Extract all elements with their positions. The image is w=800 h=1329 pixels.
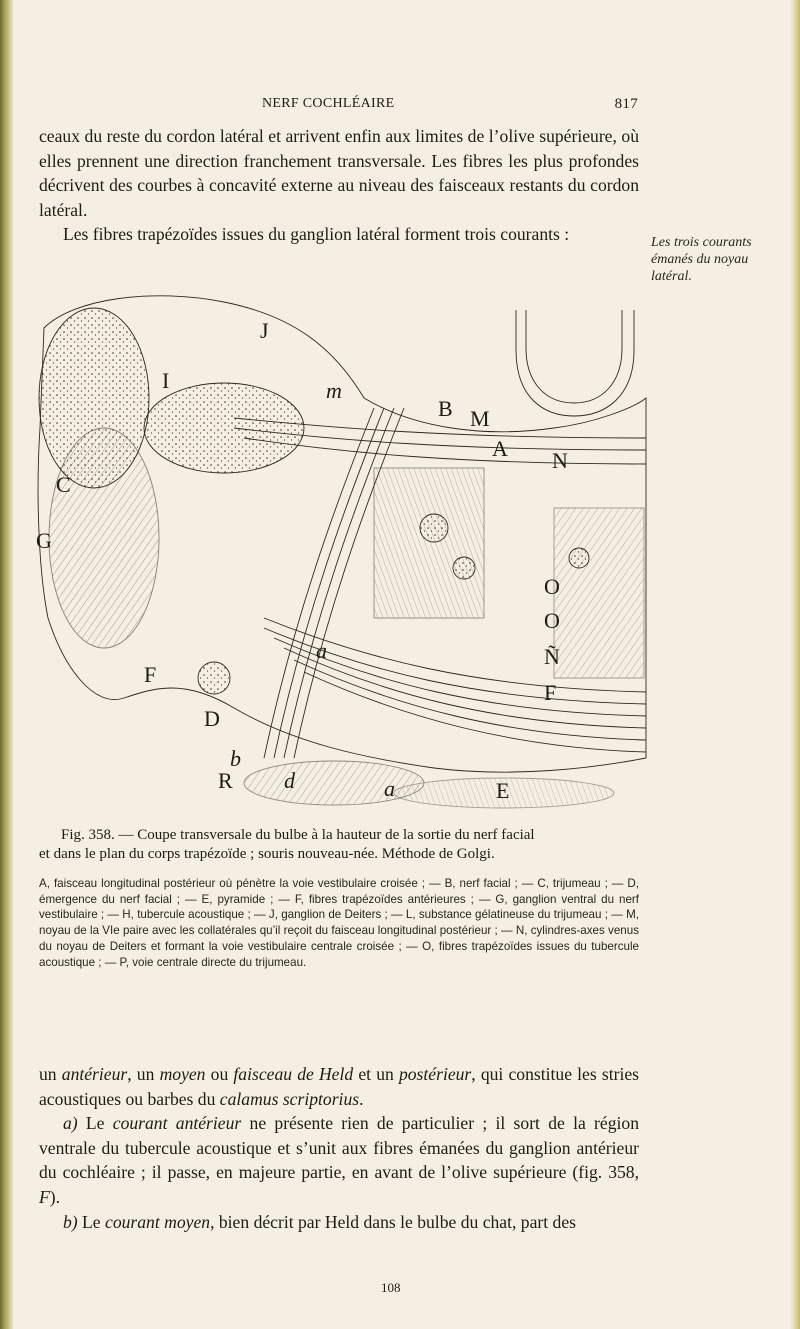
paragraph-top-text1: ceaux du reste du cordon latéral et arrivent enfin aux limites de l’olive supérieure, où elles prennent une direction franchement transversale. Les fibres les plus profondes décrivent des courbes à concavité externe au niveau des faisceaux restants du cordon latéral. xyxy=(39,126,639,220)
figure-label: F xyxy=(144,662,157,687)
text-run-italic: antérieur xyxy=(61,1064,128,1084)
brainstem-illustration xyxy=(34,288,648,813)
figure-label: J xyxy=(260,318,269,343)
paragraph-bottom-intro xyxy=(39,1062,639,1111)
margin-note: Les trois courants émanés du noyau latéral. xyxy=(651,235,752,284)
list-marker: b) xyxy=(63,1211,78,1232)
golgi-section-figure xyxy=(34,288,648,813)
text-run: Le xyxy=(77,1113,113,1134)
text-run-italic: F xyxy=(39,1186,50,1207)
text-run: ). xyxy=(49,1186,61,1207)
caption-line-2: et dans le plan du corps trapézoïde ; souris nouveau-née. Méthode de Golgi. xyxy=(39,846,495,862)
figure-legend: A, faisceau longitudinal postérieur où pénètre la voie vestibulaire croisée ; — B, nerf facial ; — C, trijumeau ; — D, émergence du nerf facial ; — E, pyramide ; — F, fibres trapézoïdes antérieures ; — G, ganglion ventral du nerf vestibulaire ; — H, tubercule acoustique ; — J, ganglion de Deiters ; — L, substance gélatineuse du trijumeau ; — M, noyau de la VIe paire avec les collatérales qu’il reçoit du faisceau longitudinal postérieur ; — N, cylindres-axes venus du noyau de Deiters et formant la voie vestibulaire centrale croisée ; — O, fibres trapézoïdes issues du tubercule acoustique ; — P, voie centrale directe du trijumeau. xyxy=(39,877,639,969)
figure-label: C xyxy=(56,472,71,497)
figure-label: a xyxy=(384,776,395,801)
text-run-italic: calamus scriptorius xyxy=(219,1088,360,1109)
figure-label: G xyxy=(36,528,52,553)
figure-caption xyxy=(39,826,639,864)
figure-label: O xyxy=(544,608,560,633)
text-run-italic: courant moyen xyxy=(105,1211,211,1232)
text-run-italic: faisceau de Held xyxy=(233,1064,354,1084)
list-marker: a) xyxy=(63,1113,78,1134)
paragraph-top xyxy=(39,124,639,247)
text-run: et un xyxy=(353,1064,399,1084)
paragraph-top-text2: Les fibres trapézoïdes issues du ganglion latéral forment trois courants : xyxy=(63,224,570,245)
figure-label: F xyxy=(544,680,557,705)
text-run: ou xyxy=(205,1064,234,1084)
figure-label: Ñ xyxy=(544,644,560,669)
figure-label: R xyxy=(218,768,233,793)
figure-label: b xyxy=(230,746,241,771)
text-run-italic: postérieur xyxy=(398,1064,472,1084)
figure-label: A xyxy=(492,436,508,461)
figure-label: M xyxy=(470,406,490,431)
text-run: , bien décrit par Held dans le bulbe du chat, part des xyxy=(210,1211,576,1232)
text-run: un xyxy=(39,1064,62,1084)
text-run-italic: courant antérieur xyxy=(112,1113,242,1134)
text-run-italic: moyen xyxy=(159,1064,206,1084)
figure-label: E xyxy=(496,778,510,803)
text-run: , un xyxy=(127,1064,160,1084)
figure-label: N xyxy=(552,448,568,473)
text-run: Le xyxy=(77,1211,106,1232)
text-run: , qui constitue les stries acoustiques ou barbes du xyxy=(39,1064,640,1109)
text-run: ne présente rien de particulier ; il sort de la région ventrale du tubercule acoustique et s’unit aux fibres émanées du ganglion antérieur du cochléaire ; il passe, en majeure partie, en avant de l’olive supérieure (fig. 358, xyxy=(39,1113,639,1183)
figure-label: B xyxy=(438,396,453,421)
figure-label: D xyxy=(204,706,220,731)
figure-label: d xyxy=(284,768,295,793)
paragraph-bottom-b xyxy=(39,1210,639,1235)
figure-label: m xyxy=(326,378,342,403)
figure-label: I xyxy=(162,368,170,393)
figure-label: O xyxy=(544,574,560,599)
text-run: . xyxy=(359,1088,364,1109)
running-header xyxy=(262,96,638,116)
figure-label: a xyxy=(316,638,327,663)
scan-edge-left xyxy=(0,0,14,1329)
caption-line-1: Fig. 358. — Coupe transversale du bulbe à la hauteur de la sortie du nerf facial xyxy=(61,827,535,843)
running-title: NERF COCHLÉAIRE xyxy=(262,96,395,111)
page-number: 817 xyxy=(614,96,638,112)
paragraph-bottom-a xyxy=(39,1111,639,1209)
scan-edge-right xyxy=(790,0,800,1329)
signature-mark: 108 xyxy=(381,1280,401,1295)
paragraph-bottom xyxy=(39,1062,639,1234)
